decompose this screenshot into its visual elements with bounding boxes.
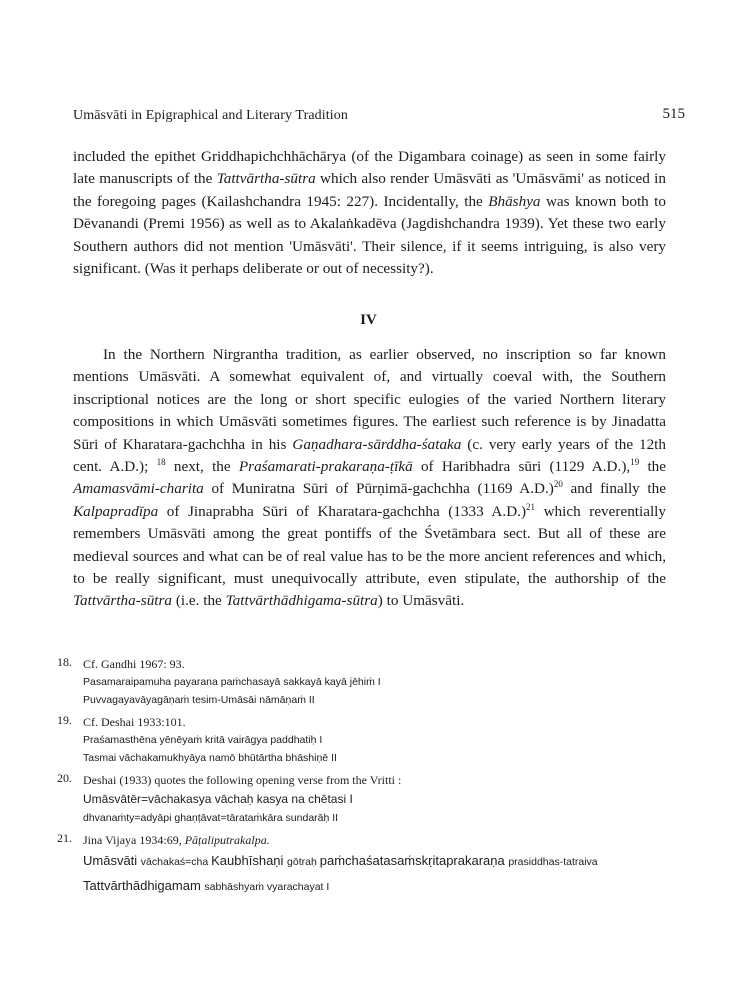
p2-text-a: In the Northern Nirgrantha tradition, as earlier observed, no inscription so far known mentions Umāsvāti. A somewhat equivalent of, and virtually coeval with, the Southern inscriptional notices are the long or short specific eulogies of the varied Northern literary compositions in which Umāsvāti sometimes figures. The earliest such reference is by Jinadatta Sūri of Kharatara-gachchha in his	[73, 346, 666, 453]
p1-text-e: was known both to Dēvanandi (Premi 1956) as well as to Akalaṅkadēva (Jagdishchandra 1939). Yet these two early Southern authors did not mention 'Umāsvāti'. Their silence, if it seems intriguing, is also very significant. (Was it perhaps deliberate or out of necessity?).	[73, 192, 667, 278]
verse-line: Praśamasthēna yēnēyaṁ kritā vairāgya paddhatiḥ I	[83, 734, 323, 746]
p1-title-tattvartha-sutra: Tattvārtha-sūtra	[216, 170, 316, 188]
verse-word: gōtraḥ	[287, 856, 320, 868]
footnote-citation: Deshai (1933) quotes the following opening verse from the Vritti :	[83, 773, 402, 787]
p2-text-d: next, the	[165, 458, 239, 476]
page-number: 515	[662, 106, 685, 122]
p2-title-amamasvami: Amamasvāmi-charita	[73, 480, 204, 498]
verse-line	[83, 874, 700, 899]
section-heading: IV	[360, 312, 377, 328]
p2-text-l: of Jinaprabha Sūri of Kharatara-gachchha (1333 A.D.)	[158, 502, 527, 520]
footnote-ref-20[interactable]: 20	[553, 479, 563, 490]
verse-word: Umāsvāti	[83, 853, 141, 868]
footnote-ref-21[interactable]: 21	[526, 501, 536, 512]
footnote-ref-18[interactable]: 18	[156, 457, 166, 468]
running-head: Umāsvāti in Epigraphical and Literary Tradition	[73, 108, 348, 123]
footnote-ref-19[interactable]: 19	[630, 457, 640, 468]
p1-text-a: included the epithet Griddhapichchhāchārya (of the Digambara coinage) as seen in some fairly late manuscripts of the	[73, 148, 666, 188]
footnote-citation: Cf. Gandhi 1967: 93.	[83, 657, 185, 671]
paragraph-2	[73, 344, 666, 613]
footnote-number: 19.	[57, 713, 72, 727]
footnote-20	[40, 771, 700, 827]
verse-line: Tasmai vāchakamukhyāya namō bhūtārtha bhāshiṇē II	[83, 752, 337, 764]
verse-line: Pasamaraipamuha payarana paṁchasayā sakkayā kayā jēhiṁ I	[83, 676, 381, 688]
p2-title-kalpapradipa: Kalpapradīpa	[73, 502, 159, 520]
footnote-citation: Cf. Deshai 1933:101.	[83, 715, 186, 729]
p2-text-f: of Haribhadra sūri (1129 A.D.),	[412, 458, 631, 476]
footnote-18	[40, 655, 700, 709]
footnote-citation-title: Pāṭaliputrakalpa.	[184, 833, 270, 847]
verse-line	[83, 849, 700, 874]
verse-line: dhvanaṁty=adyāpi ghaṇṭāvat=tārataṁkāra sundarāḥ II	[83, 812, 339, 824]
p2-text-i: of Muniratna Sūri of Pūrṇimā-gachchha (1169 A.D.)	[203, 480, 554, 498]
p2-text-q: ) to Umāsvāti.	[377, 592, 465, 610]
verse-word: Kaubhīshaṇi	[211, 853, 288, 868]
page-header	[73, 108, 685, 128]
p2-text-o: (i.e. the	[172, 592, 226, 610]
p2-text-m: which reverentially remembers Umāsvāti among the great pontiffs of the Śvetāmbara sect. But all of these are medieval sources and what can be of real value has to be the more ancient references and which, to be really significant, must unequivocally attribute, even stipulate, the authorship of the	[73, 502, 666, 588]
verse-word: Tattvārthādhigamam	[83, 878, 205, 893]
footnote-citation-text: Jina Vijaya 1934:69,	[83, 833, 185, 847]
p2-title-ganadhara: Gaṇadhara-sārddha-śataka	[292, 435, 462, 453]
p1-title-bhashya: Bhāshya	[488, 192, 541, 210]
footnote-number: 18.	[57, 655, 72, 669]
footnotes	[40, 655, 700, 903]
verse-line: Puvvagayavāyagāṇaṁ tesim-Umāsāi nāmāṇaṁ II	[83, 694, 315, 706]
footnote-number: 21.	[57, 831, 72, 845]
footnote-21	[40, 831, 700, 899]
footnote-number: 20.	[57, 771, 72, 785]
verse-word: vāchakaś=cha	[140, 856, 212, 868]
p2-title-prasamarati: Praśamarati-prakaraṇa-ṭīkā	[238, 458, 413, 476]
footnote-citation	[83, 831, 700, 849]
p2-title-tattvartha-sutra: Tattvārtha-sūtra	[73, 592, 173, 610]
verse-word: prasiddhas-tatraiva	[508, 856, 598, 868]
verse-line: Umāsvātēr=vāchakasya vāchaḥ kasya na chētasi I	[83, 792, 353, 806]
p2-text-j: and finally the	[562, 480, 666, 498]
p2-title-tattvarthadhigama: Tattvārthādhigama-sūtra	[225, 592, 378, 610]
p1-text-c: which also render Umāsvāti as 'Umāsvāmi' as noticed in the foregoing pages (Kailashchandra 1945: 227). Incidentally, the	[73, 170, 666, 210]
paragraph-1	[73, 146, 666, 280]
verse-word: sabhāshyaṁ vyarachayat I	[204, 881, 330, 893]
p2-text-g: the	[639, 458, 667, 476]
p2-text-c: (c. very early years of the 12th cent. A.D.);	[73, 435, 667, 476]
footnote-19	[40, 713, 700, 767]
verse-word: paṁchaśatasaṁskṛitaprakaraṇa	[319, 853, 509, 868]
